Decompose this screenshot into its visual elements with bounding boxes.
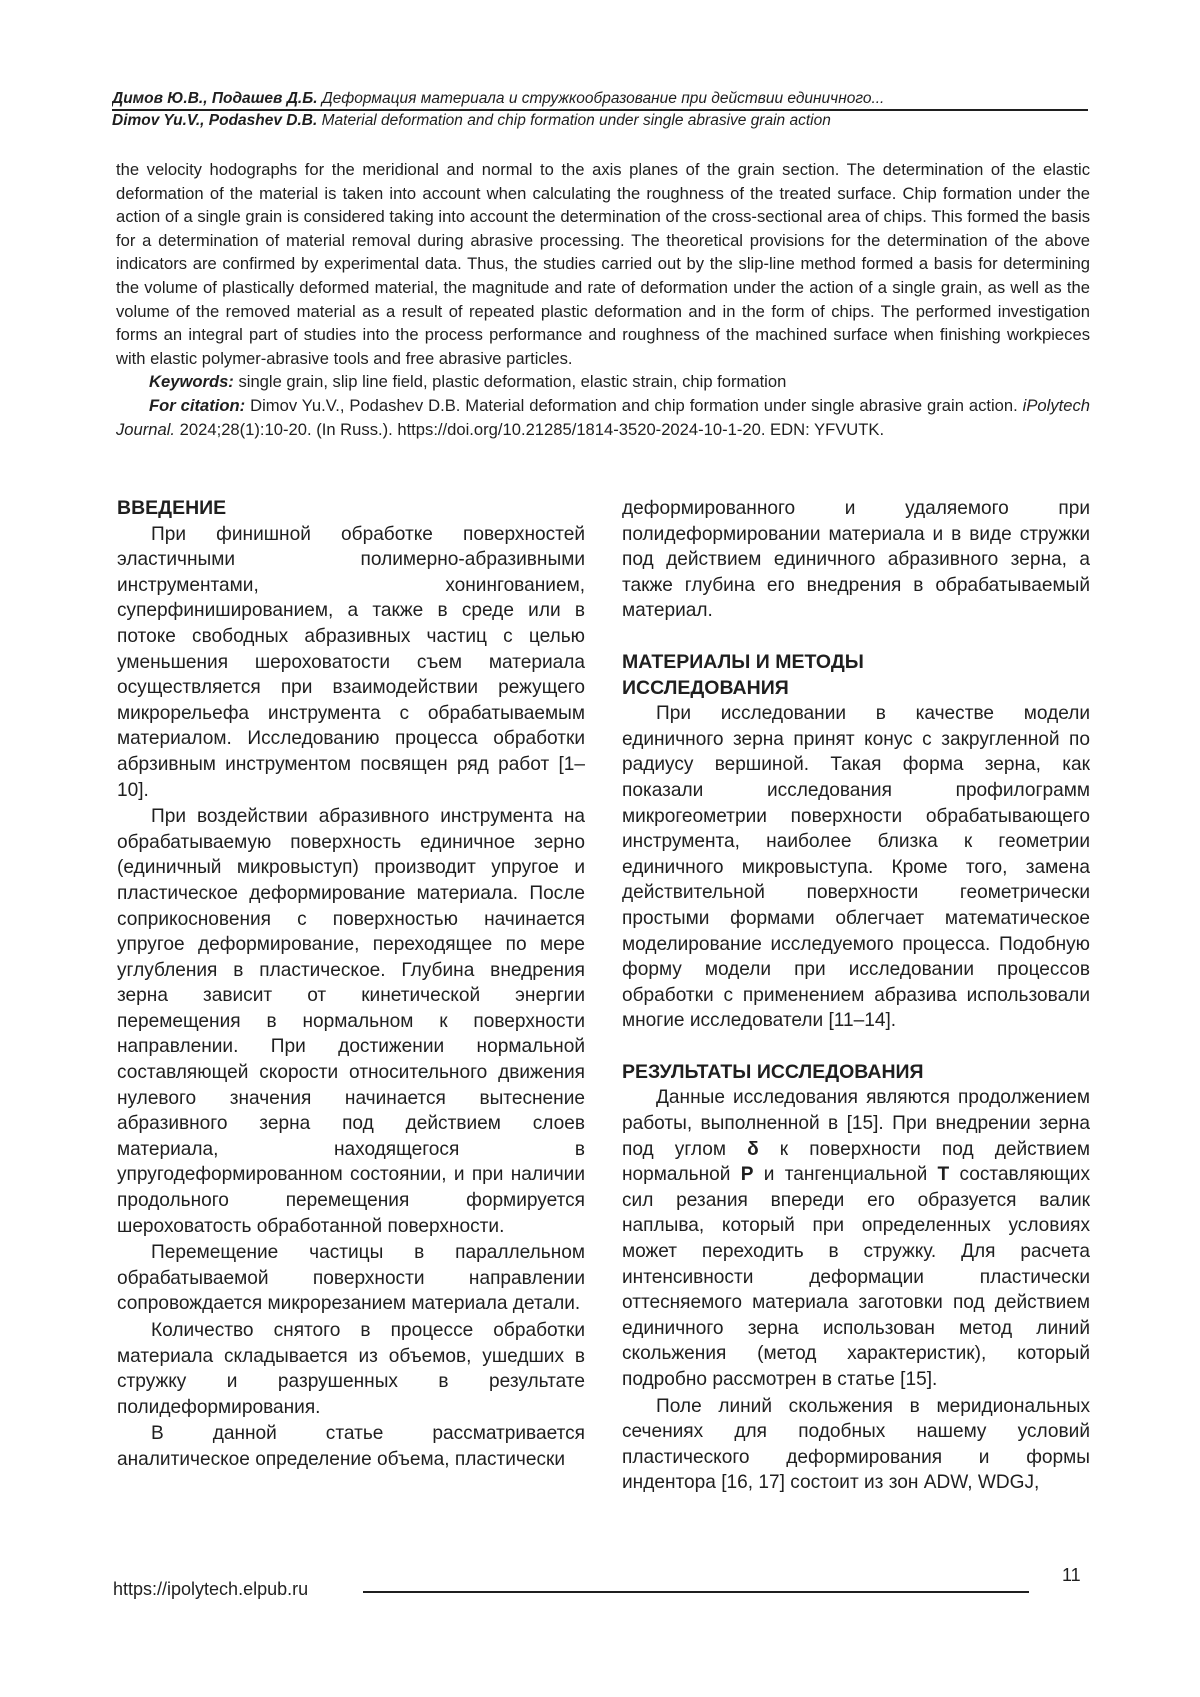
intro-paragraph-5-continued: деформированного и удаляемого при полидеформировании материала и в виде стружки под действием единичного абразивного зерна, а также глубина его внедрения в обрабатываемый материал. <box>622 498 1090 622</box>
intro-paragraph-4: Количество снятого в процессе обработки материала складывается из объемов, ушедших в стружку и разрушенных в результате полидеформирования. <box>117 1320 585 1418</box>
citation-label: For citation: <box>149 395 246 415</box>
running-head <box>112 88 1082 132</box>
footer-rule <box>363 1591 1029 1593</box>
results-text-b: к поверхности под действием нормальной <box>622 1138 1090 1186</box>
intro-heading: ВВЕДЕНИЕ <box>117 497 227 519</box>
keywords-text: single grain, slip line field, plastic deformation, elastic strain, chip formation <box>238 372 787 392</box>
results-text-c: и тангенциальной <box>763 1164 928 1186</box>
delta-symbol: δ <box>747 1138 759 1160</box>
section-gap <box>622 624 1090 650</box>
keywords-label: Keywords: <box>149 372 234 392</box>
methods-heading <box>622 650 1090 701</box>
ru-title: Деформация материала и стружкообразование при действии единичного... <box>321 90 885 107</box>
page-number: 11 <box>1062 1565 1081 1585</box>
symbol-t: T <box>937 1164 950 1186</box>
results-text-d: составляющих сил резания впереди его образуется валик наплыва, который при определенных условиях может переходить в стружку. Для расчета интенсивности деформации пластически оттесняемого материала заготовки под действием единичного зерна использован метод линий скольжения (метод характеристик), который подробно рассмотрен в статье [15]. <box>622 1164 1090 1390</box>
right-column <box>622 496 1090 1496</box>
ru-authors: Димов Ю.В., Подашев Д.Б. <box>112 90 318 107</box>
methods-heading-line-2: ИССЛЕДОВАНИЯ <box>622 676 789 699</box>
citation <box>116 394 1090 441</box>
en-title: Material deformation and chip formation under single abrasive grain action <box>321 112 831 129</box>
section-gap <box>622 1034 1090 1060</box>
keywords <box>116 370 1090 394</box>
abstract <box>116 158 1090 441</box>
citation-details: 2024;28(1):10-20. (In Russ.). https://doi.org/10.21285/1814-3520-2024-10-1-20. EDN: YFVUTK. <box>179 419 885 439</box>
intro-paragraph-3: Перемещение частицы в параллельном обрабатываемой поверхности направлении сопровождается микрорезанием материала детали. <box>117 1242 585 1315</box>
results-heading: РЕЗУЛЬТАТЫ ИССЛЕДОВАНИЯ <box>622 1060 924 1083</box>
en-authors: Dimov Yu.V., Podashev D.B. <box>112 112 318 129</box>
running-head-en <box>112 110 1082 132</box>
intro-paragraph-5: В данной статье рассматривается аналитическое определение объема, пластически <box>117 1423 585 1470</box>
left-column <box>117 496 585 1473</box>
results-paragraph-2: Поле линий скольжения в меридиональных сечениях для подобных нашему условий пластического деформирования и формы индентора [16, 17] состоит из зон ADW, WDGJ, <box>622 1395 1090 1494</box>
results-paragraph-1 <box>622 1085 1090 1392</box>
intro-paragraph-1: При финишной обработке поверхностей эластичными полимерно-абразивными инструментами, хонингованием, суперфинишированием, а также в среде или в потоке свободных абразивных частиц с целью уменьшения шероховатости съем материала осуществляется при взаимодействии режущего микрорельефа инструмента с обрабатываемым материалом. Исследованию процесса обработки абрзивным инструментом посвящен ряд работ [1–10]. <box>117 523 585 801</box>
running-head-ru <box>112 88 1082 110</box>
methods-heading-line-1: МАТЕРИАЛЫ И МЕТОДЫ <box>622 650 864 673</box>
methods-paragraph-1: При исследовании в качестве модели единичного зерна принят конус с закругленной по радиусу вершиной. Такая форма зерна, как показали исследования профилограмм микрогеометрии поверхности обрабатывающего инструмента, наиболее близка к геометрии единичного микровыступа. Кроме того, замена действительной поверхности геометрически простыми формами облегчает математическое моделирование исследуемого процесса. Подобную форму модели при исследовании процессов обработки с применением абразива использовали многие исследователи [11–14]. <box>622 703 1090 1032</box>
header-rule <box>112 109 1088 111</box>
abstract-text: the velocity hodographs for the meridional and normal to the axis planes of the grain section. The determination of the elastic deformation of the material is taken into account when calculating the roughness of the treated surface. Chip formation under the action of a single grain is considered taking into account the determination of the cross-sectional area of chips. This formed the basis for a determination of material removal during abrasive processing. The theoretical provisions for the determination of the above indicators are confirmed by experimental data. Thus, the studies carried out by the slip-line method formed a basis for determining the volume of plastically deformed material, the magnitude and rate of deformation under the action of a single grain, as well as the volume of the removed material as a result of repeated plastic deformation and in the form of chips. The performed investigation forms an integral part of studies into the process performance and roughness of the machined surface when finishing workpieces with elastic polymer-abrasive tools and free abrasive particles. <box>116 160 1090 368</box>
footer-url: https://ipolytech.elpub.ru <box>113 1579 309 1599</box>
results-text-a: Данные исследования являются продолжением работы, выполненной в [15]. При внедрении зерна под углом <box>622 1087 1090 1160</box>
citation-journal: iPolytech Journal. <box>116 395 1090 439</box>
intro-paragraph-2: При воздействии абразивного инструмента на обрабатываемую поверхность единичное зерно (единичный микровыступ) производит упругое и пластическое деформирование материала. После соприкосновения с поверхностью начинается упругое деформирование, переходящее по мере углубления в пластическое. Глубина внедрения зерна зависит от кинетической энергии перемещения в нормальном к поверхности направлении. При достижении нормальной составляющей скорости относительного движения нулевого значения начинается вытеснение абразивного зерна под действием слоев материала, находящегося в упругодеформированном состоянии, и при наличии продольного перемещения формируется шероховатость обработанной поверхности. <box>117 806 585 1237</box>
symbol-p: P <box>740 1164 754 1186</box>
citation-text: Dimov Yu.V., Podashev D.B. Material deformation and chip formation under single abrasive grain action. <box>250 395 1018 415</box>
